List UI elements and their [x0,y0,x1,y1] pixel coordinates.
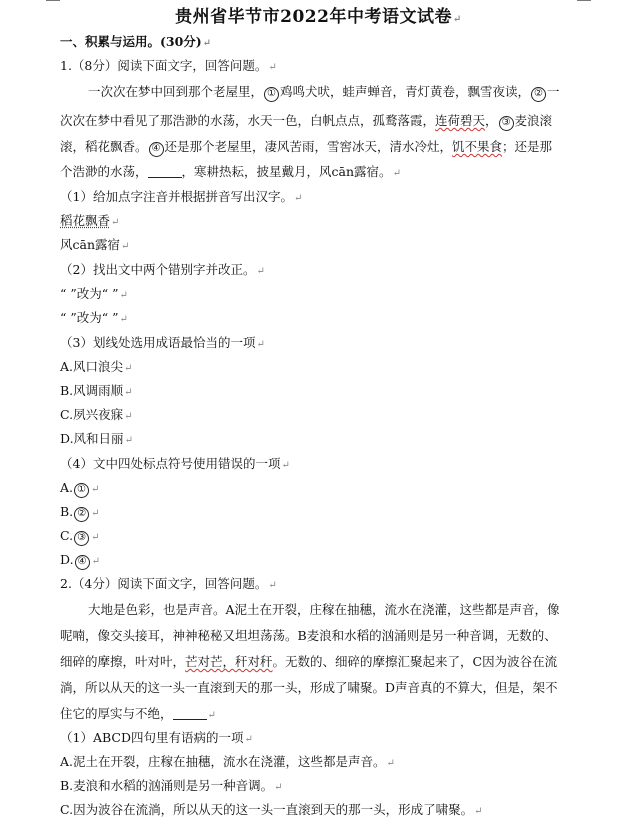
q1-stem: 1.（8分）阅读下面文字，回答问题。↵ [60,58,277,73]
option[interactable]: A. ① ↵ [60,480,99,498]
q1-sub4-stem: （4）文中四处标点符号使用错误的一项↵ [60,456,290,471]
q2-stem: 2.（4分）阅读下面文字，回答问题。↵ [60,576,277,591]
typo-highlight: 芒对芒，秆对秆 [185,654,273,669]
circle-mark-2: ② [531,87,546,102]
q1-sub1-item: 风cān露宿↵ [60,237,130,252]
circle-mark-2: ② [74,507,89,522]
q2-passage-line-1: 大地是色彩，也是声音。A泥土在开裂，庄稼在抽穗，流水在浇灌，这些都是声音，像 [88,602,560,617]
q1-passage-line-1: 一次次在梦中回到那个老屋里， ① 鸡鸣犬吠，蛙声蝉音，青灯黄卷，飘雪夜读， ② 一 [88,84,560,102]
q1-sub1-stem: （1）给加点字注音并根据拼音写出汉字。↵ [60,189,303,204]
crop-mark-right [577,0,591,1]
circle-mark-4: ④ [75,555,90,570]
option[interactable]: D. ④ ↵ [60,552,100,570]
q1-sub1-item: 稻花飘香↵ [60,213,120,228]
q2-passage-line-2: 呢喃，像交头接耳，神神秘秘又坦坦荡荡。B麦浪和水稻的汹涌则是另一种音调，无数的、 [60,628,557,643]
option[interactable]: A.风口浪尖↵ [60,359,133,374]
fill-blank[interactable] [148,165,182,178]
option[interactable]: C.因为波谷在流淌，所以从天的这一头一直滚到天的那一头，形成了啸聚。↵ [60,802,483,817]
option[interactable]: C.夙兴夜寐↵ [60,407,133,422]
q1-passage-line-4: 个浩渺的水荡， ，寒耕热耘，披星戴月，风cān露宿。↵ [60,164,401,179]
option[interactable]: B. ② ↵ [60,504,100,522]
crop-mark-left [46,0,60,1]
option[interactable]: C. ③ ↵ [60,528,99,546]
circle-mark-3: ③ [74,531,89,546]
typo-highlight: 饥不果食 [452,139,503,154]
q1-passage-line-2: 次次在梦中看见了那浩渺的水荡，水天一色，白帆点点，孤鹜落霞，连荷碧天， ③ 麦浪滚 [60,113,552,131]
fill-blank[interactable] [173,707,207,720]
q1-passage-line-3: 滚，稻花飘香。 ④ 还是那个老屋里，凄风苦雨，雪窖冰天，清水冷灶，饥不果食；还是那 [60,139,552,157]
q1-sub2-item: “ ”改为“ ”↵ [60,286,128,301]
q2-passage-line-3: 细碎的摩擦，叶对叶，芒对芒，秆对秆。无数的、细碎的摩擦汇聚起来了，C因为波谷在流 [60,654,558,669]
circle-mark-1: ① [74,483,89,498]
page-title: 贵州省毕节市2022年中考语文试卷↵ [175,7,462,27]
option[interactable]: A.泥土在开裂，庄稼在抽穗，流水在浇灌，这些都是声音。↵ [60,754,395,769]
typo-highlight: 连荷碧天 [435,113,486,128]
q1-sub2-item: “ ”改为“ ”↵ [60,310,128,325]
option[interactable]: B.风调雨顺↵ [60,383,133,398]
section-heading: 一、积累与运用。(30分)↵ [60,34,212,49]
option[interactable]: D.风和日丽↵ [60,431,133,446]
q2-sub1-stem: （1）ABCD四句里有语病的一项↵ [60,730,253,745]
q2-passage-line-5: 住它的厚实与不绝， ↵ [60,706,216,721]
q2-passage-line-4: 淌，所以从天的这一头一直滚到天的那一头，形成了啸聚。D声音真的不算大，但是，架不 [60,680,558,695]
option[interactable]: B.麦浪和水稻的汹涌则是另一种音调。↵ [60,778,283,793]
q1-sub2-stem: （2）找出文中两个错别字并改正。↵ [60,262,265,277]
circle-mark-1: ① [264,87,279,102]
q1-sub3-stem: （3）划线处选用成语最恰当的一项↵ [60,335,265,350]
circle-mark-3: ③ [499,116,514,131]
circle-mark-4: ④ [149,142,164,157]
